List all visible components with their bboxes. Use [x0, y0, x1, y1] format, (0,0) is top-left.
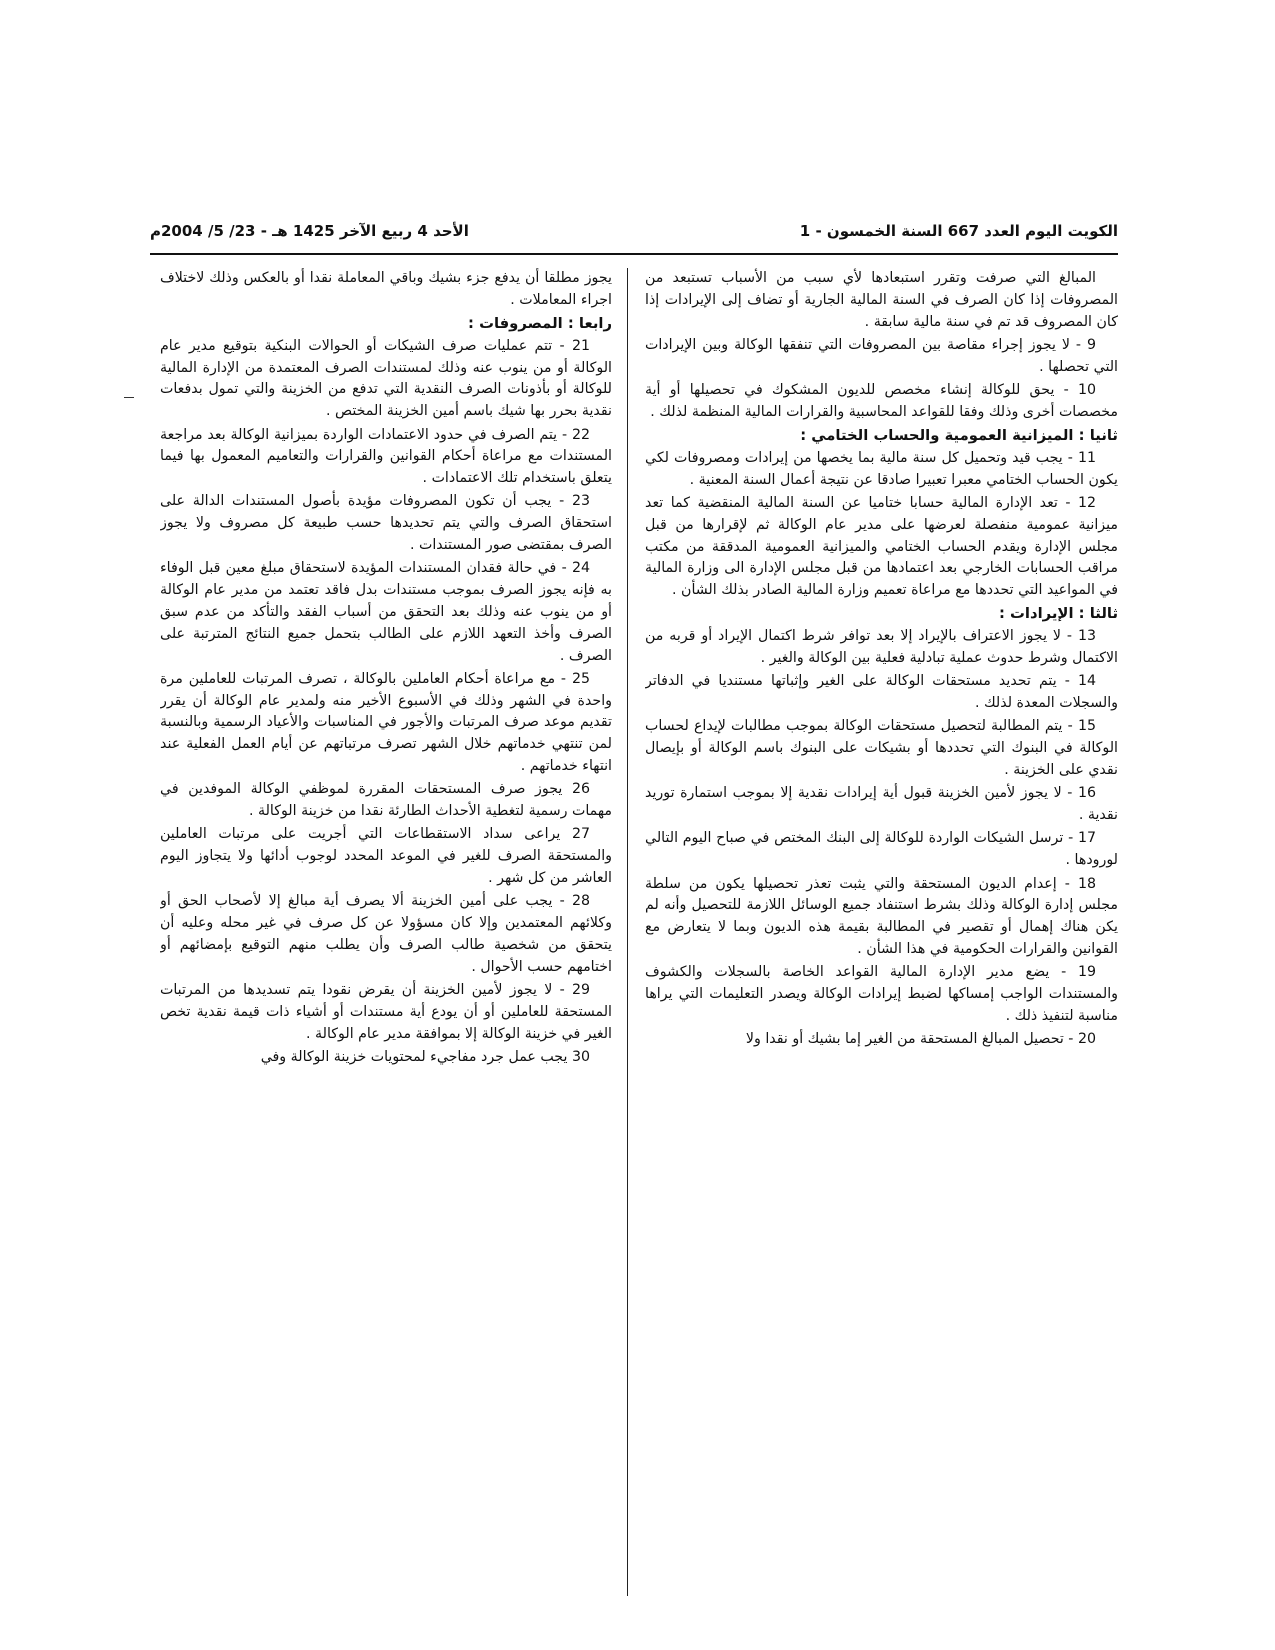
article-paragraph: 13 - لا يجوز الاعتراف بالإيراد إلا بعد توافر شرط اكتمال الإيراد أو قربه من الاكتمال وشرط حدوث عملية تبادلية فعلية بين الوكالة والغير . [645, 628, 1118, 667]
article-paragraph: 16 - لا يجوز لأمين الخزينة قبول أية إيرادات نقدية إلا بموجب استمارة توريد نقدية . [645, 785, 1118, 824]
article-paragraph: المبالغ التي صرفت وتقرر استبعادها لأي سبب من الأسباب تستبعد من المصروفات إذا كان الصرف في السنة المالية الجارية أو تضاف إلى الإيرادات إذا كان المصروف قد تم في سنة مالية سابقة . [645, 270, 1118, 330]
article-paragraph: 21 - تتم عمليات صرف الشيكات أو الحوالات البنكية بتوقيع مدير عام الوكالة أو من ينوب عنه وذلك لمستندات الصرف المعتمدة من الإدارة المالية للوكالة أو بأذونات الصرف النقدية التي تدفع من الخزينة والتي تمول بدفعات نقدية بحرر بها شيك باسم أمين الخزينة المختص . [160, 337, 612, 420]
column-divider [627, 268, 628, 1596]
header-date: الأحد 4 ربيع الآخر 1425 هـ - 23/ 5/ 2004م [150, 222, 469, 240]
left-column [160, 268, 612, 1598]
article-paragraph: 30 يجب عمل جرد مفاجيء لمحتويات خزينة الوكالة وفي [260, 1048, 590, 1065]
section-heading: ثالثا : الإيرادات : [998, 605, 1118, 623]
article-paragraph: 9 - لا يجوز إجراء مقاصة بين المصروفات التي تنفقها الوكالة وبين الإيرادات التي تحصلها . [645, 336, 1118, 375]
article-paragraph: 20 - تحصيل المبالغ المستحقة من الغير إما بشيك أو نقدا ولا [745, 1031, 1096, 1048]
article-paragraph: 27 يراعى سداد الاستقطاعات التي أجريت على مرتبات العاملين والمستحقة الصرف للغير في الموعد المحدد لوجوب أدائها ولا يتجاوز اليوم العاشر من كل شهر . [160, 826, 612, 887]
article-paragraph: 22 - يتم الصرف في حدود الاعتمادات الواردة بميزانية الوكالة بعد مراجعة المستندات مع مراعاة أحكام القوانين والقرارات والتعاميم المعمول بها فيما يتعلق باستخدام تلك الاعتمادات . [160, 426, 612, 487]
article-paragraph: 23 - يجب أن تكون المصروفات مؤيدة بأصول المستندات الدالة على استحقاق الصرف والتي يتم تحديدها حسب طبيعة كل مصروف ولا يجوز الصرف بمقتضى صور المستندات . [160, 493, 612, 554]
scan-mark [124, 397, 134, 398]
article-paragraph: 11 - يجب قيد وتحميل كل سنة مالية بما يخصها من إيرادات ومصروفات لكي يكون الحساب الختامي معبرا تعبيرا صادقا عن نتيجة أعمال السنة المعنية . [645, 449, 1118, 488]
article-paragraph: 12 - تعد الإدارة المالية حسابا ختاميا عن السنة المالية المنقضية كما تعد ميزانية عمومية منفصلة لعرضها على مدير عام الوكالة ثم لإقرارها من قبل مجلس الإدارة ويقدم الحساب الختامي والميزانية العمومية المدققة من مكتب مراقب الحسابات الخارجي بعد اعتمادها من قبل مجلس الإدارة الى وزارة المالية في المواعيد التي تحددها مع مراعاة تعميم وزارة المالية الصادر بذلك الشأن . [645, 494, 1118, 599]
header-rule [150, 253, 1118, 255]
article-paragraph: 24 - في حالة فقدان المستندات المؤيدة لاستحقاق مبلغ معين قبل الوفاء به فإنه يجوز الصرف بموجب مستندات بدل فاقد تعتمد من مدير عام الوكالة أو من ينوب عنه وذلك بعد التحقق من أسباب الفقد والتأكد من عدم سبق الصرف وأخذ التعهد اللازم على الطالب بتحمل جميع النتائج المترتبة على الصرف . [160, 560, 612, 664]
article-paragraph: 28 - يجب على أمين الخزينة ألا يصرف أية مبالغ إلا لأصحاب الحق أو وكلائهم المعتمدين وإلا كان مسؤولا عن كل صرف في غير محله وعليه أن يتحقق من شخصية طالب الصرف وأن يطلب منهم التوقيع بإمضائهم أو اختامهم حسب الأحوال . [160, 893, 612, 975]
article-paragraph: 18 - إعدام الديون المستحقة والتي يثبت تعذر تحصيلها يكون من سلطة مجلس إدارة الوكالة وذلك بشرط استنفاد جميع الوسائل اللازمة للتحصيل وأنه لم يكن هناك إهمال أو تقصير في المطالبة بقيمة هذه الديون وبما لا يتعارض مع القوانين والقرارات الحكومية في هذا الشأن . [645, 875, 1118, 957]
article-paragraph: يجوز مطلقا أن يدفع جزء بشيك وباقي المعاملة نقدا أو بالعكس وذلك لاختلاف اجراء المعاملات . [160, 270, 612, 308]
article-paragraph: 26 يجوز صرف المستحقات المقررة لموظفي الوكالة الموفدين في مهمات رسمية لتغطية الأحداث الطارئة نقدا من خزينة الوكالة . [160, 781, 612, 820]
article-paragraph: 14 - يتم تحديد مستحقات الوكالة على الغير وإثباتها مستنديا في الدفاتر والسجلات المعدة لذلك . [645, 673, 1118, 712]
section-heading: ثانيا : الميزانية العمومية والحساب الختامي : [800, 427, 1118, 445]
article-paragraph: 10 - يحق للوكالة إنشاء مخصص للديون المشكوك في تحصيلها أو أية مخصصات أخرى وذلك وفقا للقواعد المحاسبية والقرارات المالية المنظمة لذلك . [645, 381, 1118, 420]
article-paragraph: 19 - يضع مدير الإدارة المالية القواعد الخاصة بالسجلات والكشوف والمستندات الواجب إمساكها لضبط إيرادات الوكالة ويصدر التعليمات التي يراها مناسبة لتنفيذ ذلك . [645, 964, 1118, 1024]
page-header [150, 218, 1118, 252]
right-column [645, 268, 1118, 1598]
article-paragraph: 17 - ترسل الشيكات الواردة للوكالة إلى البنك المختص في صباح اليوم التالي لورودها . [645, 830, 1118, 869]
article-paragraph: 15 - يتم المطالبة لتحصيل مستحقات الوكالة بموجب مطالبات لإيداع لحساب الوكالة في البنوك التي تحددها أو بشيكات على البنوك باسم الوكالة أو بإيصال نقدي على الخزينة . [645, 718, 1118, 779]
article-paragraph: 29 - لا يجوز لأمين الخزينة أن يقرض نقودا يتم تسديدها من المرتبات المستحقة للعاملين أو أن يودع أية مستندات أو أشياء ذات قيمة نقدية تخص الغير في خزينة الوكالة إلا بموافقة مدير عام الوكالة . [160, 982, 612, 1042]
section-heading: رابعا : المصروفات : [468, 315, 612, 333]
article-paragraph: 25 - مع مراعاة أحكام العاملين بالوكالة ، تصرف المرتبات للعاملين مرة واحدة في الشهر وذلك في الأسبوع الأخير منه ولمدير عام الوكالة أن يقرر تقديم موعد صرف المرتبات والأجور في المناسبات والأعياد الرسمية وبالنسبة لمن تنتهي خدماتهم خلال الشهر تصرف مرتباتهم عن أيام العمل الفعلية عند انتهاء خدماتهم . [160, 670, 612, 775]
header-gazette-issue: الكويت اليوم العدد 667 السنة الخمسون - 1 [799, 222, 1118, 240]
